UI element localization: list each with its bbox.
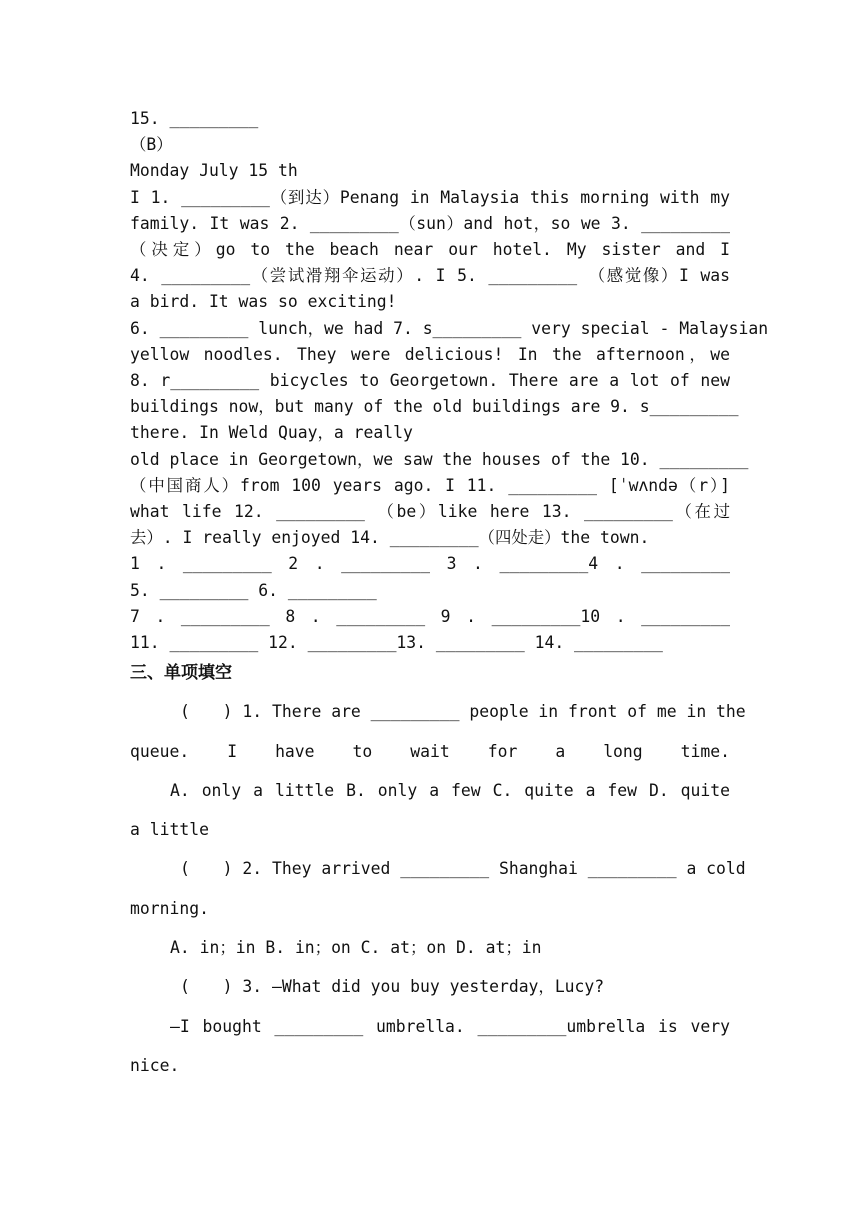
question-3: ( ) 3. —What did you buy yesterday，Lucy? <box>180 977 605 997</box>
passage-line: 4. _________（尝试滑翔伞运动）. I 5. _________ （感觉像）I was <box>130 266 730 286</box>
answer-line: 11. _________ 12. _________13. _________ 14. _________ <box>130 633 663 653</box>
question-line: morning. <box>130 898 209 918</box>
diary-date: Monday July 15 th <box>130 161 298 181</box>
document-content <box>130 106 769 1085</box>
question-2: ( ) 2. They arrived _________ Shanghai _________ a cold <box>180 859 746 879</box>
answer-line: 5. _________ 6. _________ <box>130 580 377 600</box>
passage-line: old place in Georgetown，we saw the houses of the 10. _________ <box>130 449 749 469</box>
part-b-label: （B） <box>130 135 173 155</box>
passage-line: buildings now，but many of the old buildings are 9. s_________ <box>130 397 739 417</box>
passage-line: 6. _________ lunch，we had 7. s_________ very special - Malaysian <box>130 318 769 338</box>
answer-line-15: 15. _________ <box>130 109 259 128</box>
passage-line: there. In Weld Quay，a really <box>130 423 413 443</box>
section-heading: 三、单项填空 <box>130 663 232 684</box>
question-1: ( ) 1. There are _________ people in front of me in the <box>180 702 746 722</box>
multiple-choice-section <box>130 692 746 1085</box>
answer-line: 7 . _________ 8 . _________ 9 . _________10 . _________ <box>130 606 730 626</box>
question-line: queue. I have to wait for a long time. <box>130 741 730 761</box>
passage-line: （中国商人）from 100 years ago. I 11. _________ [ˈwʌndə（r）] <box>130 475 730 495</box>
passage-line: （决定）go to the beach near our hotel. My sister and I <box>130 240 730 260</box>
answer-line: 1 . _________ 2 . _________ 3 . _________4 . _________ <box>130 554 730 574</box>
question-line: nice. <box>130 1055 180 1075</box>
passage-line: a bird. It was so exciting! <box>130 292 397 312</box>
passage-line: family. It was 2. _________（sun）and hot，so we 3. _________ <box>130 213 730 233</box>
passage-line: I 1. _________（到达）Penang in Malaysia this morning with my <box>130 187 730 207</box>
question-line: a little <box>130 820 209 840</box>
question-line: —I bought _________ umbrella. _________umbrella is very <box>170 1016 730 1036</box>
passage-line: yellow noodles. They were delicious! In the afternoon，we <box>130 344 730 364</box>
question-2-options: A. in；in B. in；on C. at；on D. at；in <box>170 938 542 958</box>
passage-line: 去）. I really enjoyed 14. _________（四处走）the town. <box>130 528 650 548</box>
answer-lines <box>130 551 730 656</box>
diary-passage <box>130 185 769 552</box>
passage-line: 8. r_________ bicycles to Georgetown. There are a lot of new <box>130 371 730 391</box>
passage-line: what life 12. _________ （be）like here 13. _________（在过 <box>130 502 730 522</box>
question-1-options: A. only a little B. only a few C. quite a few D. quite <box>170 780 730 800</box>
